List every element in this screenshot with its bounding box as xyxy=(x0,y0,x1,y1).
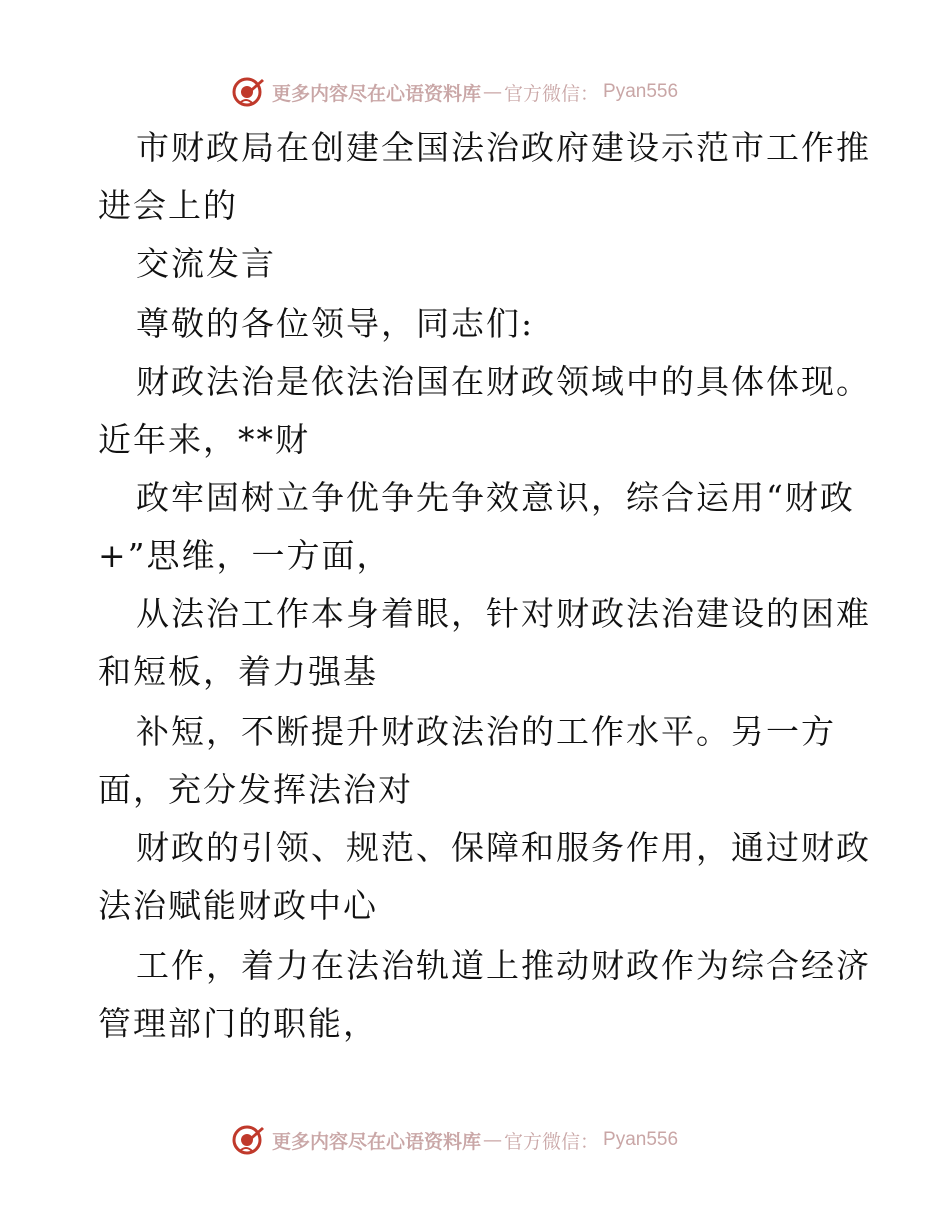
watermark-site-text: 更多内容尽在心语资料库 xyxy=(272,1130,482,1153)
watermark-site-text: 更多内容尽在心语资料库 xyxy=(272,82,482,105)
watermark-wechat-label: 官方微信： xyxy=(504,82,600,105)
header-watermark xyxy=(232,72,712,112)
text-line: 和短板，着力强基 xyxy=(98,652,378,691)
text-line: 财政的引领、规范、保障和服务作用，通过财政 xyxy=(136,828,871,867)
text-line: 进会上的 xyxy=(98,186,238,225)
text-line: +”思维，一方面， xyxy=(98,536,392,575)
text-line: 交流发言 xyxy=(136,244,276,283)
watermark-wechat-id: Pyan556 xyxy=(603,1129,679,1150)
watermark-wechat-id: Pyan556 xyxy=(603,81,679,102)
watermark-wechat-label: 官方微信： xyxy=(504,1130,600,1153)
text-line: 市财政局在创建全国法治政府建设示范市工作推 xyxy=(136,128,871,167)
text-line: 工作，着力在法治轨道上推动财政作为综合经济 xyxy=(136,946,871,985)
text-line: 财政法治是依法治国在财政领域中的具体体现。 xyxy=(136,362,871,401)
text-line: 政牢固树立争优争先争效意识，综合运用“财政 xyxy=(136,478,855,517)
pen-logo-icon xyxy=(232,1123,266,1157)
text-line: 面，充分发挥法治对 xyxy=(98,770,413,809)
text-line: 管理部门的职能， xyxy=(98,1004,378,1043)
text-line: 补短，不断提升财政法治的工作水平。另一方 xyxy=(136,712,836,751)
text-line: 近年来，**财 xyxy=(98,420,310,459)
watermark-separator: — xyxy=(483,1129,503,1151)
text-line: 尊敬的各位领导，同志们: xyxy=(136,304,535,343)
watermark-separator: — xyxy=(483,81,503,103)
text-line: 从法治工作本身着眼，针对财政法治建设的困难 xyxy=(136,594,871,633)
text-line: 法治赋能财政中心 xyxy=(98,886,378,925)
pen-logo-icon xyxy=(232,75,266,109)
footer-watermark xyxy=(232,1120,712,1160)
